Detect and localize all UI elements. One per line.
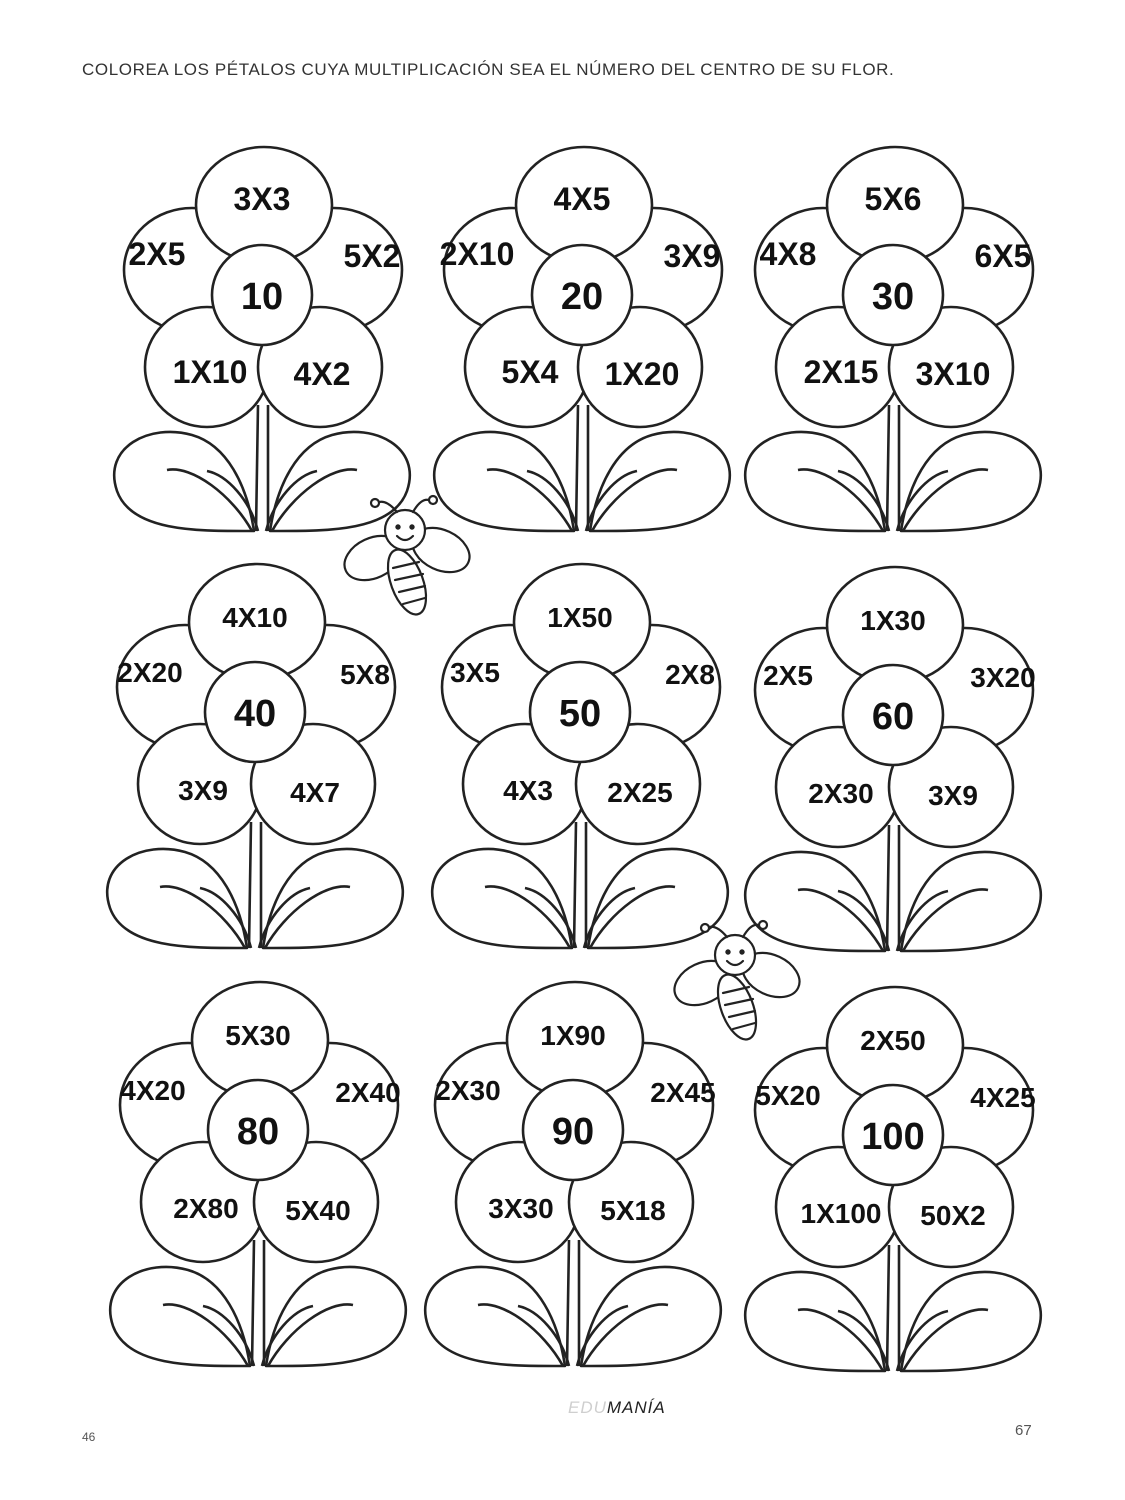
flower <box>107 564 403 948</box>
petal-label-bottom-left[interactable]: 5X4 <box>501 354 559 390</box>
publisher-logo: EDUMANÍA <box>568 1398 666 1417</box>
flower <box>745 567 1041 951</box>
flower-center-number: 50 <box>558 693 602 735</box>
petal-label-right[interactable]: 5X2 <box>343 238 401 274</box>
petal-label-right[interactable]: 2X8 <box>665 659 715 690</box>
petal-label-top[interactable]: 1X90 <box>540 1020 606 1051</box>
petal-label-left[interactable]: 2X30 <box>435 1075 501 1106</box>
flower-center-number: 40 <box>233 693 277 735</box>
petal-label-bottom-left[interactable]: 2X80 <box>173 1193 239 1224</box>
petal-label-left[interactable]: 5X20 <box>755 1080 821 1111</box>
petal-label-right[interactable]: 2X40 <box>335 1077 401 1108</box>
flower <box>110 982 406 1366</box>
petal-label-right[interactable]: 5X8 <box>340 659 390 690</box>
petal-label-right[interactable]: 2X45 <box>650 1077 716 1108</box>
petal-label-bottom-left[interactable]: 4X3 <box>503 775 553 806</box>
petal-label-left[interactable]: 2X20 <box>117 657 183 688</box>
petal-label-bottom-left[interactable]: 2X30 <box>808 778 874 809</box>
petal-label-bottom-right[interactable]: 4X7 <box>290 777 340 808</box>
petal-label-right[interactable]: 3X20 <box>970 662 1036 693</box>
petal-label-bottom-left[interactable]: 1X100 <box>800 1198 882 1229</box>
petal-label-left[interactable]: 3X5 <box>450 657 500 688</box>
petal-label-top[interactable]: 4X10 <box>222 602 288 633</box>
flower-center-number: 10 <box>240 276 284 318</box>
petal-label-top[interactable]: 3X3 <box>233 181 291 217</box>
petal-label-bottom-right[interactable]: 2X25 <box>607 777 673 808</box>
flower <box>432 564 728 948</box>
flower-center-number: 60 <box>871 696 915 738</box>
flower-center-number: 100 <box>861 1116 925 1158</box>
flower-center-number: 90 <box>551 1111 595 1153</box>
petal-label-bottom-right[interactable]: 5X40 <box>285 1195 351 1226</box>
petal-label-bottom-right[interactable]: 5X18 <box>600 1195 666 1226</box>
petal-label-left[interactable]: 2X5 <box>128 236 186 272</box>
petal-label-right[interactable]: 4X25 <box>970 1082 1036 1113</box>
petal-label-top[interactable]: 5X30 <box>225 1020 291 1051</box>
flower <box>745 987 1041 1371</box>
page-number-left: 46 <box>82 1430 96 1444</box>
petal-label-bottom-right[interactable]: 3X10 <box>915 356 991 392</box>
petal-label-top[interactable]: 4X5 <box>553 181 611 217</box>
flower-center-number: 30 <box>871 276 915 318</box>
instructions-title: COLOREA LOS PÉTALOS CUYA MULTIPLICACIÓN SEA EL NÚMERO DEL CENTRO DE SU FLOR. <box>82 60 895 79</box>
petal-label-right[interactable]: 3X9 <box>663 238 721 274</box>
petal-label-left[interactable]: 2X10 <box>439 236 515 272</box>
petal-label-top[interactable]: 1X30 <box>860 605 926 636</box>
flower-center-number: 20 <box>560 276 604 318</box>
petal-label-top[interactable]: 5X6 <box>864 181 922 217</box>
page-number-right: 67 <box>1015 1422 1032 1439</box>
petal-label-bottom-left[interactable]: 3X30 <box>488 1193 554 1224</box>
petal-label-left[interactable]: 4X20 <box>120 1075 186 1106</box>
petal-label-bottom-left[interactable]: 3X9 <box>178 775 228 806</box>
flower <box>425 982 721 1366</box>
petal-label-left[interactable]: 2X5 <box>763 660 813 691</box>
petal-label-top[interactable]: 1X50 <box>547 602 613 633</box>
petal-label-bottom-left[interactable]: 1X10 <box>172 354 248 390</box>
petal-label-bottom-right[interactable]: 50X2 <box>920 1200 986 1231</box>
petal-label-bottom-left[interactable]: 2X15 <box>803 354 879 390</box>
flower <box>114 147 410 531</box>
petal-label-top[interactable]: 2X50 <box>860 1025 926 1056</box>
petal-label-left[interactable]: 4X8 <box>759 236 817 272</box>
petal-label-bottom-right[interactable]: 3X9 <box>928 780 978 811</box>
petal-label-right[interactable]: 6X5 <box>974 238 1032 274</box>
flower-center-number: 80 <box>236 1111 280 1153</box>
flower <box>434 147 730 531</box>
petal-label-bottom-right[interactable]: 4X2 <box>293 356 351 392</box>
flower <box>745 147 1041 531</box>
petal-label-bottom-right[interactable]: 1X20 <box>604 356 680 392</box>
